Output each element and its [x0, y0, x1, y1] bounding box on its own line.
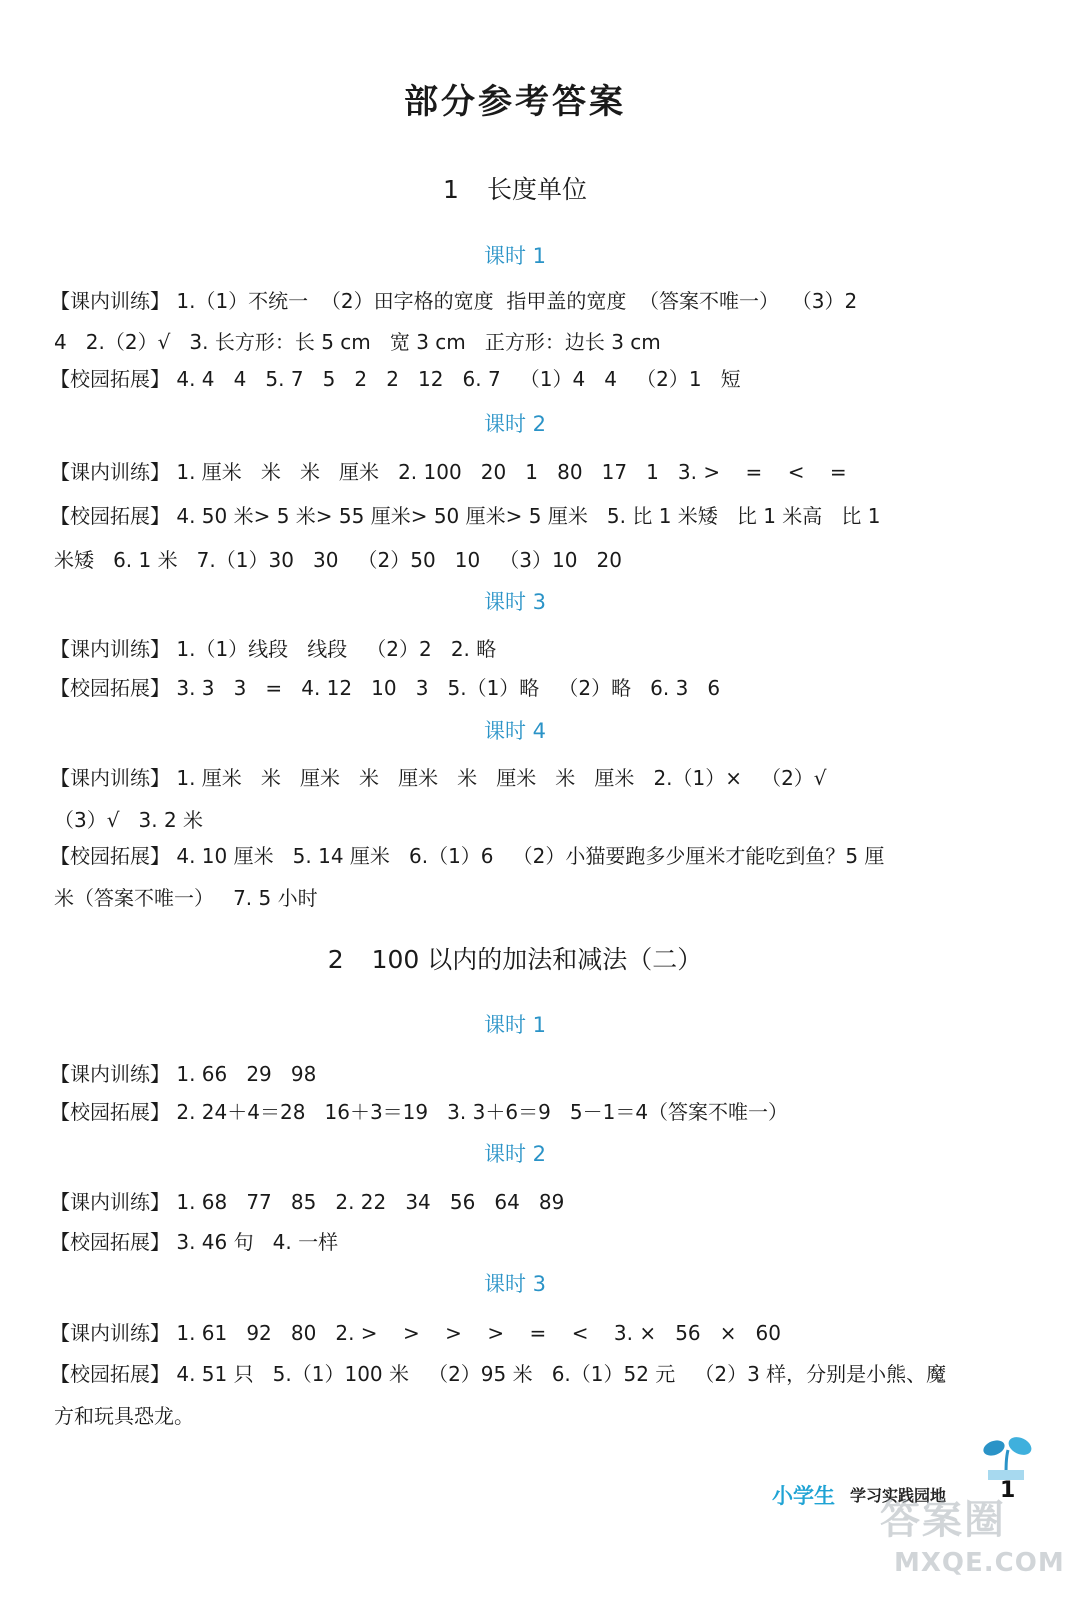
answer-line: 4 2.（2）√ 3. 长方形：长 5 cm 宽 3 cm 正方形：边长 3 cm	[54, 330, 661, 354]
page-title: 部分参考答案	[404, 82, 626, 122]
answer-line: 【校园拓展】 3. 3 3 = 4. 12 10 3 5.（1）略 （2）略 6. 3 6	[50, 676, 721, 700]
lesson-heading: 课时 2	[483, 1142, 547, 1166]
answer-line: 【课内训练】 1.（1）不统一 （2）田字格的宽度 指甲盖的宽度 （答案不唯一） （3）2	[50, 289, 858, 313]
lesson-heading: 课时 2	[483, 412, 547, 436]
watermark-text: 答案圈	[880, 1497, 1006, 1543]
answer-line: （3）√ 3. 2 米	[54, 808, 204, 832]
answer-line: 【校园拓展】 2. 24＋4＝28 16＋3＝19 3. 3＋6＝9 5－1＝4（答案不唯一）	[50, 1100, 789, 1124]
section-title-1	[0, 170, 1030, 206]
answer-line: 【课内训练】 1. 68 77 85 2. 22 34 56 64 89	[50, 1190, 565, 1214]
answer-line: 【校园拓展】 3. 46 句 4. 一样	[50, 1230, 339, 1254]
lesson-heading: 课时 3	[483, 1272, 547, 1296]
answer-line: 【课内训练】 1. 66 29 98	[50, 1062, 317, 1086]
answer-line: 米矮 6. 1 米 7.（1）30 30 （2）50 10 （3）10 20	[54, 548, 622, 572]
answer-line: 方和玩具恐龙。	[54, 1404, 194, 1428]
answer-line: 【课内训练】 1.（1）线段 线段 （2）2 2. 略	[50, 637, 497, 661]
section-number: 2	[327, 945, 344, 974]
answer-line: 【校园拓展】 4. 4 4 5. 7 5 2 2 12 6. 7 （1）4 4 （2）1 短	[50, 367, 741, 391]
answer-line: 【校园拓展】 4. 51 只 5.（1）100 米 （2）95 米 6.（1）52 元 （2）3 样，分别是小熊、魔	[50, 1362, 947, 1386]
lesson-heading: 课时 4	[483, 719, 547, 743]
watermark-url: MXQE.COM	[894, 1548, 1065, 1578]
page-number: 1	[1000, 1478, 1016, 1503]
section-name: 100 以内的加法和减法（二）	[371, 945, 703, 974]
lesson-heading: 课时 1	[483, 1013, 547, 1037]
section-number: 1	[443, 175, 459, 204]
answer-line: 【校园拓展】 4. 50 米> 5 米> 55 厘米> 50 厘米> 5 厘米 5. 比 1 米矮 比 1 米高 比 1	[50, 504, 881, 528]
section-name: 长度单位	[486, 175, 587, 204]
answer-line: 【课内训练】 1. 61 92 80 2. > > > > = < 3. × 56 × 60	[50, 1321, 781, 1345]
lesson-heading: 课时 3	[483, 590, 547, 614]
footer-brand: 小学生	[772, 1484, 835, 1508]
lesson-heading: 课时 1	[483, 244, 547, 268]
answer-line: 【校园拓展】 4. 10 厘米 5. 14 厘米 6.（1）6 （2）小猫要跑多少厘米才能吃到鱼？5 厘	[50, 844, 885, 868]
answer-line: 【课内训练】 1. 厘米 米 米 厘米 2. 100 20 1 80 17 1 3. > = < =	[50, 460, 847, 484]
section-title-2	[0, 940, 1030, 976]
footer-subtitle: 学习实践园地	[850, 1486, 947, 1505]
watermark	[880, 1488, 1080, 1588]
answer-line: 【课内训练】 1. 厘米 米 厘米 米 厘米 米 厘米 米 厘米 2.（1）× （2）√	[50, 766, 827, 790]
answer-line: 米（答案不唯一） 7. 5 小时	[54, 886, 318, 910]
